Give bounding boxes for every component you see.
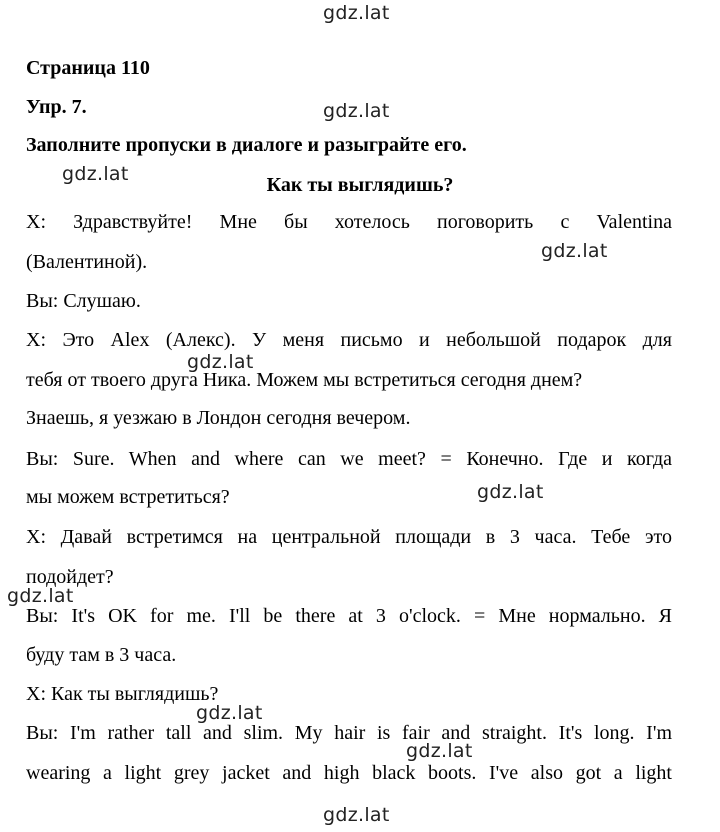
dialog-line: Вы: It's OK for me. I'll be there at 3 o'clock. = Мне нормально. Я [26,605,672,627]
instruction-text: Заполните пропуски в диалоге и разыграйте его. [26,134,467,156]
watermark: gdz.lat [541,240,608,262]
dialog-line: буду там в 3 часа. [26,644,177,666]
watermark: gdz.lat [323,804,390,826]
dialog-line: X: Как ты выглядишь? [26,683,219,705]
watermark: gdz.lat [187,351,254,373]
watermark: gdz.lat [196,702,263,724]
dialog-line: X: Это Alex (Алекс). У меня письмо и небольшой подарок для [26,329,672,351]
dialog-line: подойдет? [26,566,114,588]
dialog-line: Вы: I'm rather tall and slim. My hair is fair and straight. It's long. I'm [26,722,672,744]
watermark: gdz.lat [406,740,473,762]
page-title: Страница 110 [26,57,150,79]
dialog-line: X: Давай встретимся на центральной площади в 3 часа. Тебе это [26,526,672,548]
dialog-line: (Валентиной). [26,251,148,273]
watermark: gdz.lat [323,100,390,122]
dialog-line: X: Здравствуйте! Мне бы хотелось поговорить с Valentina [26,211,672,233]
watermark: gdz.lat [323,2,390,24]
watermark: gdz.lat [62,163,129,185]
watermark: gdz.lat [477,481,544,503]
dialog-line: Вы: Слушаю. [26,290,141,312]
dialog-title: Как ты выглядишь? [266,174,454,196]
dialog-line: тебя от твоего друга Ника. Можем мы встретиться сегодня днем? [26,369,583,391]
dialog-line: мы можем встретиться? [26,486,230,508]
dialog-line: Вы: Sure. When and where can we meet? = Конечно. Где и когда [26,448,672,470]
dialog-line: Знаешь, я уезжаю в Лондон сегодня вечером. [26,407,411,429]
dialog-line: wearing a light grey jacket and high black boots. I've also got a light [26,762,672,784]
watermark: gdz.lat [7,585,74,607]
exercise-number: Упр. 7. [26,96,87,118]
